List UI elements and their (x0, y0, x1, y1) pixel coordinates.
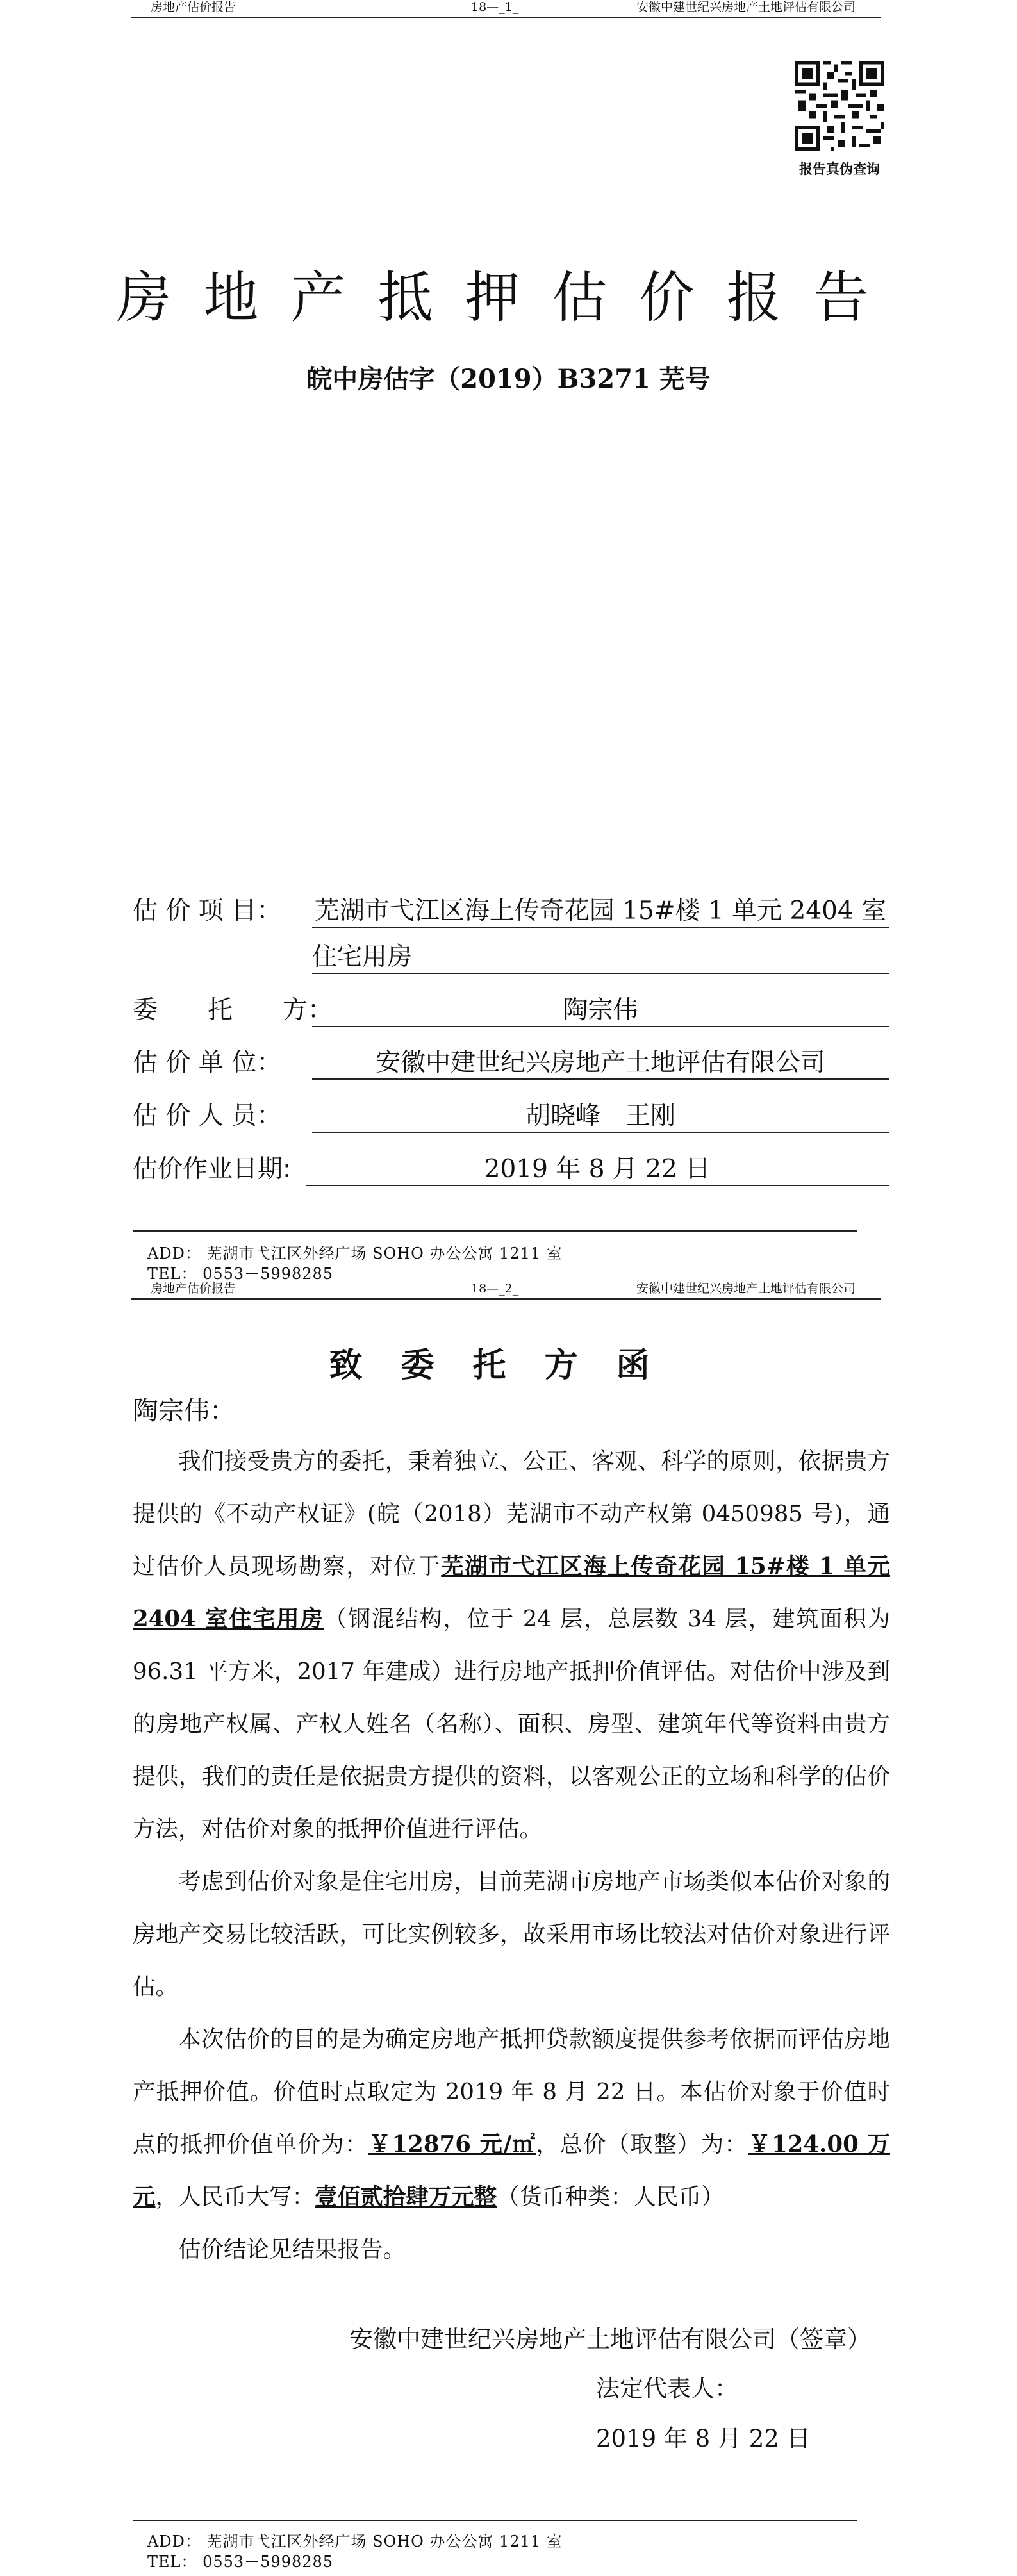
p1-text-b: （钢混结构，位于 24 层，总层数 34 层，建筑面积为 96.31 平方米，2017 年建成）进行房地产抵押价值评估。对估价中涉及到的房地产权属、产权人姓名（名称）、面积、房型、建筑年代等资料由贵方提供，我们的责任是依据贵方提供的资料，以客观公正的立场和科学的估价方法，对估价对象的抵押价值进行评估。 (133, 1606, 890, 1842)
p3-text-d: （货币种类：人民币） (497, 2184, 725, 2210)
unit-price: ￥12876 元/㎡ (368, 2131, 536, 2158)
project-value-line1: 芜湖市弋江区海上传奇花园 15#楼 1 单元 2404 室 (312, 891, 889, 928)
report-number: 皖中房估字（2019）B3271 芜号 (306, 364, 711, 394)
p3-text-b: ，总价（取整）为： (536, 2131, 748, 2158)
header-left: 房地产估价报告 (151, 0, 236, 14)
appraiser-label: 估 价 人 员： (133, 1102, 282, 1130)
paragraph-2: 考虑到估价对象是住宅用房，目前芜湖市房地产市场类似本估价对象的房地产交易比较活跃，可比实例较多，故采用市场比较法对估价对象进行评估。 (133, 1869, 890, 2000)
total-price: ￥124.00 万元 (133, 2131, 890, 2210)
appraiser-value: 胡晓峰 王刚 (312, 1096, 889, 1133)
signature-date: 2019 年 8 月 22 日 (596, 2425, 811, 2452)
footer-address: ADD： 芜湖市弋江区外经广场 SOHO 办公公寓 1211 室 (147, 1244, 563, 1262)
unit-field (133, 1043, 895, 1081)
appraiser-field (133, 1096, 895, 1134)
date-label: 估价作业日期: (133, 1155, 292, 1184)
letter-title: 致委托方函 (329, 1346, 688, 1385)
paragraph-1 (133, 1435, 890, 1856)
footer-rule (133, 2520, 857, 2521)
header-page-number: 18—_1_ (471, 0, 519, 14)
salutation: 陶宗伟： (133, 1396, 235, 1426)
property-address: 芜湖市弋江区海上传奇花园 15#楼 1 单元 2404 室住宅用房 (133, 1553, 890, 1632)
footer-phone: TEL： 0553－5998285 (147, 1265, 334, 1283)
page-header (131, 0, 881, 18)
header-company: 安徽中建世纪兴房地产土地评估有限公司 (636, 0, 856, 14)
footer-phone: TEL： 0553－5998285 (147, 2553, 334, 2571)
footer-rule (133, 1230, 857, 1232)
page-header (131, 1282, 881, 1300)
p3-text-a: 本次估价的目的是为确定房地产抵押贷款额度提供参考依据而评估房地产抵押价值。价值时点取定为 2019 年 8 月 22 日。本估价对象于价值时点的抵押价值单价为： (133, 2026, 890, 2158)
page-footer (147, 1243, 563, 1284)
total-price-chinese: 壹佰贰拾肆万元整 (315, 2184, 497, 2210)
signature-company: 安徽中建世纪兴房地产土地评估有限公司（签章） (349, 2325, 871, 2353)
header-company: 安徽中建世纪兴房地产土地评估有限公司 (636, 1282, 856, 1296)
client-label: 委 托 方： (133, 996, 333, 1025)
project-value-line2: 住宅用房 (312, 937, 889, 974)
footer-address: ADD： 芜湖市弋江区外经广场 SOHO 办公公寓 1211 室 (147, 2532, 563, 2550)
paragraph-4: 估价结论见结果报告。 (178, 2236, 406, 2263)
date-field (133, 1149, 895, 1187)
header-left: 房地产估价报告 (151, 1282, 236, 1296)
p1-text-a: 我们接受贵方的委托，秉着独立、公正、客观、科学的原则，依据贵方提供的《不动产权证》(皖（2018）芜湖市不动产权第 0450985 号)，通过估价人员现场勘察，对位于 (133, 1448, 890, 1580)
project-field (133, 891, 895, 980)
page-footer (147, 2531, 563, 2572)
paragraph-3 (133, 2013, 890, 2224)
qr-code-label: 报告真伪查询 (799, 161, 880, 177)
report-cover-page (0, 0, 1017, 1282)
header-page-number: 18—_2_ (471, 1282, 519, 1296)
date-value: 2019 年 8 月 22 日 (306, 1149, 889, 1186)
report-title: 房地产抵押估价报告 (116, 266, 901, 330)
client-field (133, 990, 895, 1028)
project-label: 估 价 项 目： (133, 896, 282, 925)
signature-representative: 法定代表人： (596, 2375, 738, 2402)
qr-code-icon[interactable] (795, 61, 884, 151)
p3-text-c: ，人民币大写： (155, 2184, 315, 2210)
unit-label: 估 价 单 位： (133, 1048, 282, 1077)
letter-body (133, 1435, 890, 2276)
unit-value: 安徽中建世纪兴房地产土地评估有限公司 (312, 1043, 889, 1080)
client-value: 陶宗伟 (312, 990, 889, 1027)
